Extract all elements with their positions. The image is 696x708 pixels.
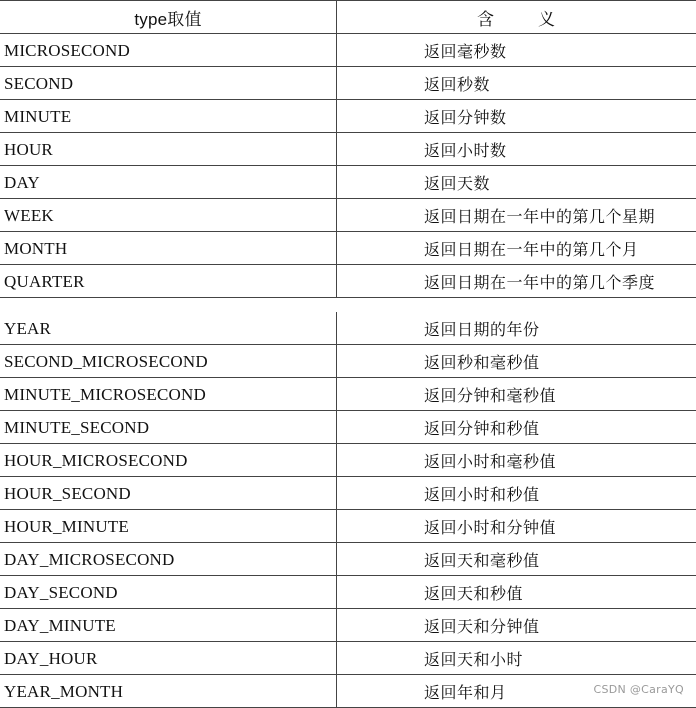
type-cell: YEAR	[4, 318, 52, 338]
type-cell: MINUTE	[4, 106, 72, 126]
table-row	[0, 345, 696, 378]
type-cell: MINUTE_MICROSECOND	[4, 384, 206, 404]
type-cell: WEEK	[4, 205, 54, 225]
table-row	[0, 133, 696, 166]
table-row	[0, 199, 696, 232]
table-row	[0, 576, 696, 609]
meaning-cell: 返回日期在一年中的第几个月	[424, 240, 639, 259]
type-cell: HOUR_SECOND	[4, 483, 131, 503]
table-row	[0, 100, 696, 133]
type-cell: MINUTE_SECOND	[4, 417, 150, 437]
type-cell: MONTH	[4, 238, 68, 258]
header-meaning-char-1: 含	[477, 10, 494, 30]
header-meaning-char-2: 义	[538, 10, 555, 30]
table-header-row	[0, 0, 696, 34]
table-row	[0, 543, 696, 576]
table-row	[0, 312, 696, 345]
table-row	[0, 378, 696, 411]
type-cell: DAY_SECOND	[4, 582, 118, 602]
type-cell: SECOND_MICROSECOND	[4, 351, 208, 371]
meaning-cell: 返回天和毫秒值	[424, 551, 540, 570]
meaning-cell: 返回天和秒值	[424, 584, 524, 603]
meaning-cell: 返回天和小时	[424, 650, 524, 669]
type-cell: HOUR_MICROSECOND	[4, 450, 188, 470]
table-row	[0, 34, 696, 67]
meaning-cell: 返回年和月	[424, 683, 507, 702]
header-meaning	[336, 1, 696, 34]
table-row	[0, 675, 696, 708]
meaning-cell: 返回小时和分钟值	[424, 518, 557, 537]
type-cell: MICROSECOND	[4, 40, 130, 60]
type-cell: YEAR_MONTH	[4, 681, 124, 701]
type-cell: HOUR	[4, 139, 53, 159]
meaning-cell: 返回分钟和秒值	[424, 419, 540, 438]
page-break-gap	[0, 298, 696, 312]
meaning-cell: 返回日期的年份	[424, 320, 540, 339]
table-row	[0, 265, 696, 298]
meaning-cell: 返回日期在一年中的第几个星期	[424, 207, 656, 226]
table-row	[0, 642, 696, 675]
type-cell: DAY_HOUR	[4, 648, 98, 668]
meaning-cell: 返回秒和毫秒值	[424, 353, 540, 372]
meaning-cell: 返回小时数	[424, 141, 507, 160]
meaning-cell: 返回小时和秒值	[424, 485, 540, 504]
type-cell: SECOND	[4, 73, 74, 93]
table-row	[0, 232, 696, 265]
table-row	[0, 444, 696, 477]
table-row	[0, 477, 696, 510]
type-cell: HOUR_MINUTE	[4, 516, 129, 536]
type-cell: QUARTER	[4, 271, 85, 291]
type-cell: DAY	[4, 172, 40, 192]
table-row	[0, 166, 696, 199]
meaning-cell: 返回毫秒数	[424, 42, 507, 61]
table-row	[0, 609, 696, 642]
meaning-cell: 返回天和分钟值	[424, 617, 540, 636]
table-row	[0, 510, 696, 543]
meaning-cell: 返回小时和毫秒值	[424, 452, 557, 471]
table-row	[0, 411, 696, 444]
meaning-cell: 返回日期在一年中的第几个季度	[424, 273, 656, 292]
meaning-cell: 返回分钟和毫秒值	[424, 386, 557, 405]
type-cell: DAY_MINUTE	[4, 615, 116, 635]
meaning-cell: 返回分钟数	[424, 108, 507, 127]
type-cell: DAY_MICROSECOND	[4, 549, 175, 569]
meaning-cell: 返回天数	[424, 174, 491, 193]
header-type-value: type取值	[134, 10, 202, 29]
meaning-cell: 返回秒数	[424, 75, 491, 94]
watermark: CSDN @CaraYQ	[593, 683, 684, 696]
table-row	[0, 67, 696, 100]
